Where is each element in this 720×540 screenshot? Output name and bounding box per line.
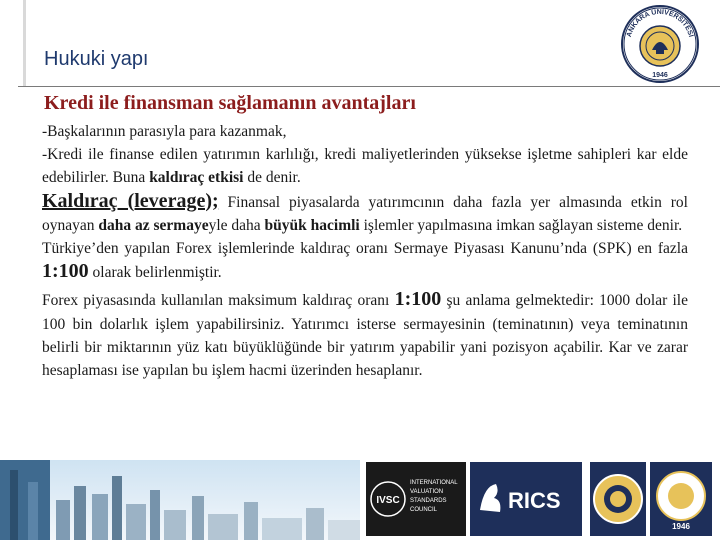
paragraph-4: Türkiye’den yapılan Forex işlemlerinde kaldıraç oranı Sermaye Piyasası Kanunu’nda (SPK) en fazla 1:100 olarak belirlenmiştir. <box>42 240 688 283</box>
body-text <box>42 120 688 382</box>
city-skyline-image <box>0 460 360 540</box>
header-divider <box>18 86 720 87</box>
paragraph-1: -Başkalarının parasıyla para kazanmak, <box>42 123 287 140</box>
ivsc-line-1: INTERNATIONAL <box>410 480 458 486</box>
ivsc-mark-text: IVSC <box>376 495 400 506</box>
rics-logo <box>470 462 582 536</box>
ankara-university-logo <box>618 4 702 84</box>
paragraph-5: Forex piyasasında kullanılan maksimum kaldıraç oranı 1:100 şu anlama gelmektedir: 1000 dolar ile 100 bin dolarlık işlem yapabilirsiniz. Yatırımcı isterse sermayesinin (teminatının) veya teminatının belirli bir miktarının yüz katı büyüklüğünde bir yatırım yapabilir yani pozisyon açabilir. Kar ve zarar hesaplaması ise yapılan bu işlem hacmi üzerinden hesaplanır. <box>42 288 688 380</box>
kaldirac-etkisi-term: kaldıraç etkisi <box>149 169 244 187</box>
leverage-ratio: 1:100 <box>42 260 89 283</box>
university-seal-footer <box>590 462 646 536</box>
rics-text: RICS <box>508 488 561 513</box>
seal-year: 1946 <box>652 72 668 79</box>
ivsc-line-3: STANDARDS <box>410 498 447 504</box>
paragraph-3: Kaldıraç (leverage); Finansal piyasalarda yatırımcının daha fazla yer almasında etkin rol oynayan daha az sermayeyle daha büyük hacimli işlemler yapılmasına imkan sağlayan sisteme denir. <box>42 189 688 234</box>
ivsc-line-2: VALUATION <box>410 489 444 495</box>
ankara-university-seal-icon <box>618 4 702 84</box>
section-subtitle: Kredi ile finansman sağlamanın avantajları <box>44 92 416 114</box>
ankara-university-seal-footer <box>650 462 712 536</box>
ivsc-line-4: COUNCIL <box>410 507 438 513</box>
page-title: Hukuki yapı <box>44 48 149 70</box>
ivsc-logo <box>366 462 466 536</box>
header-accent-bar <box>23 0 26 86</box>
leverage-ratio-2: 1:100 <box>394 288 442 311</box>
leverage-term: Kaldıraç (leverage); <box>42 189 219 212</box>
seal-arc-text: ANKARA ÜNİVERSİTESİ <box>625 8 695 38</box>
paragraph-2: -Kredi ile finanse edilen yatırımın karlılığı, kredi maliyetlerinden yüksekse işletme sahipleri kar elde edebilirler. Buna kaldıraç etkisi de denir. <box>42 146 688 187</box>
footer-seal-year: 1946 <box>672 522 690 531</box>
